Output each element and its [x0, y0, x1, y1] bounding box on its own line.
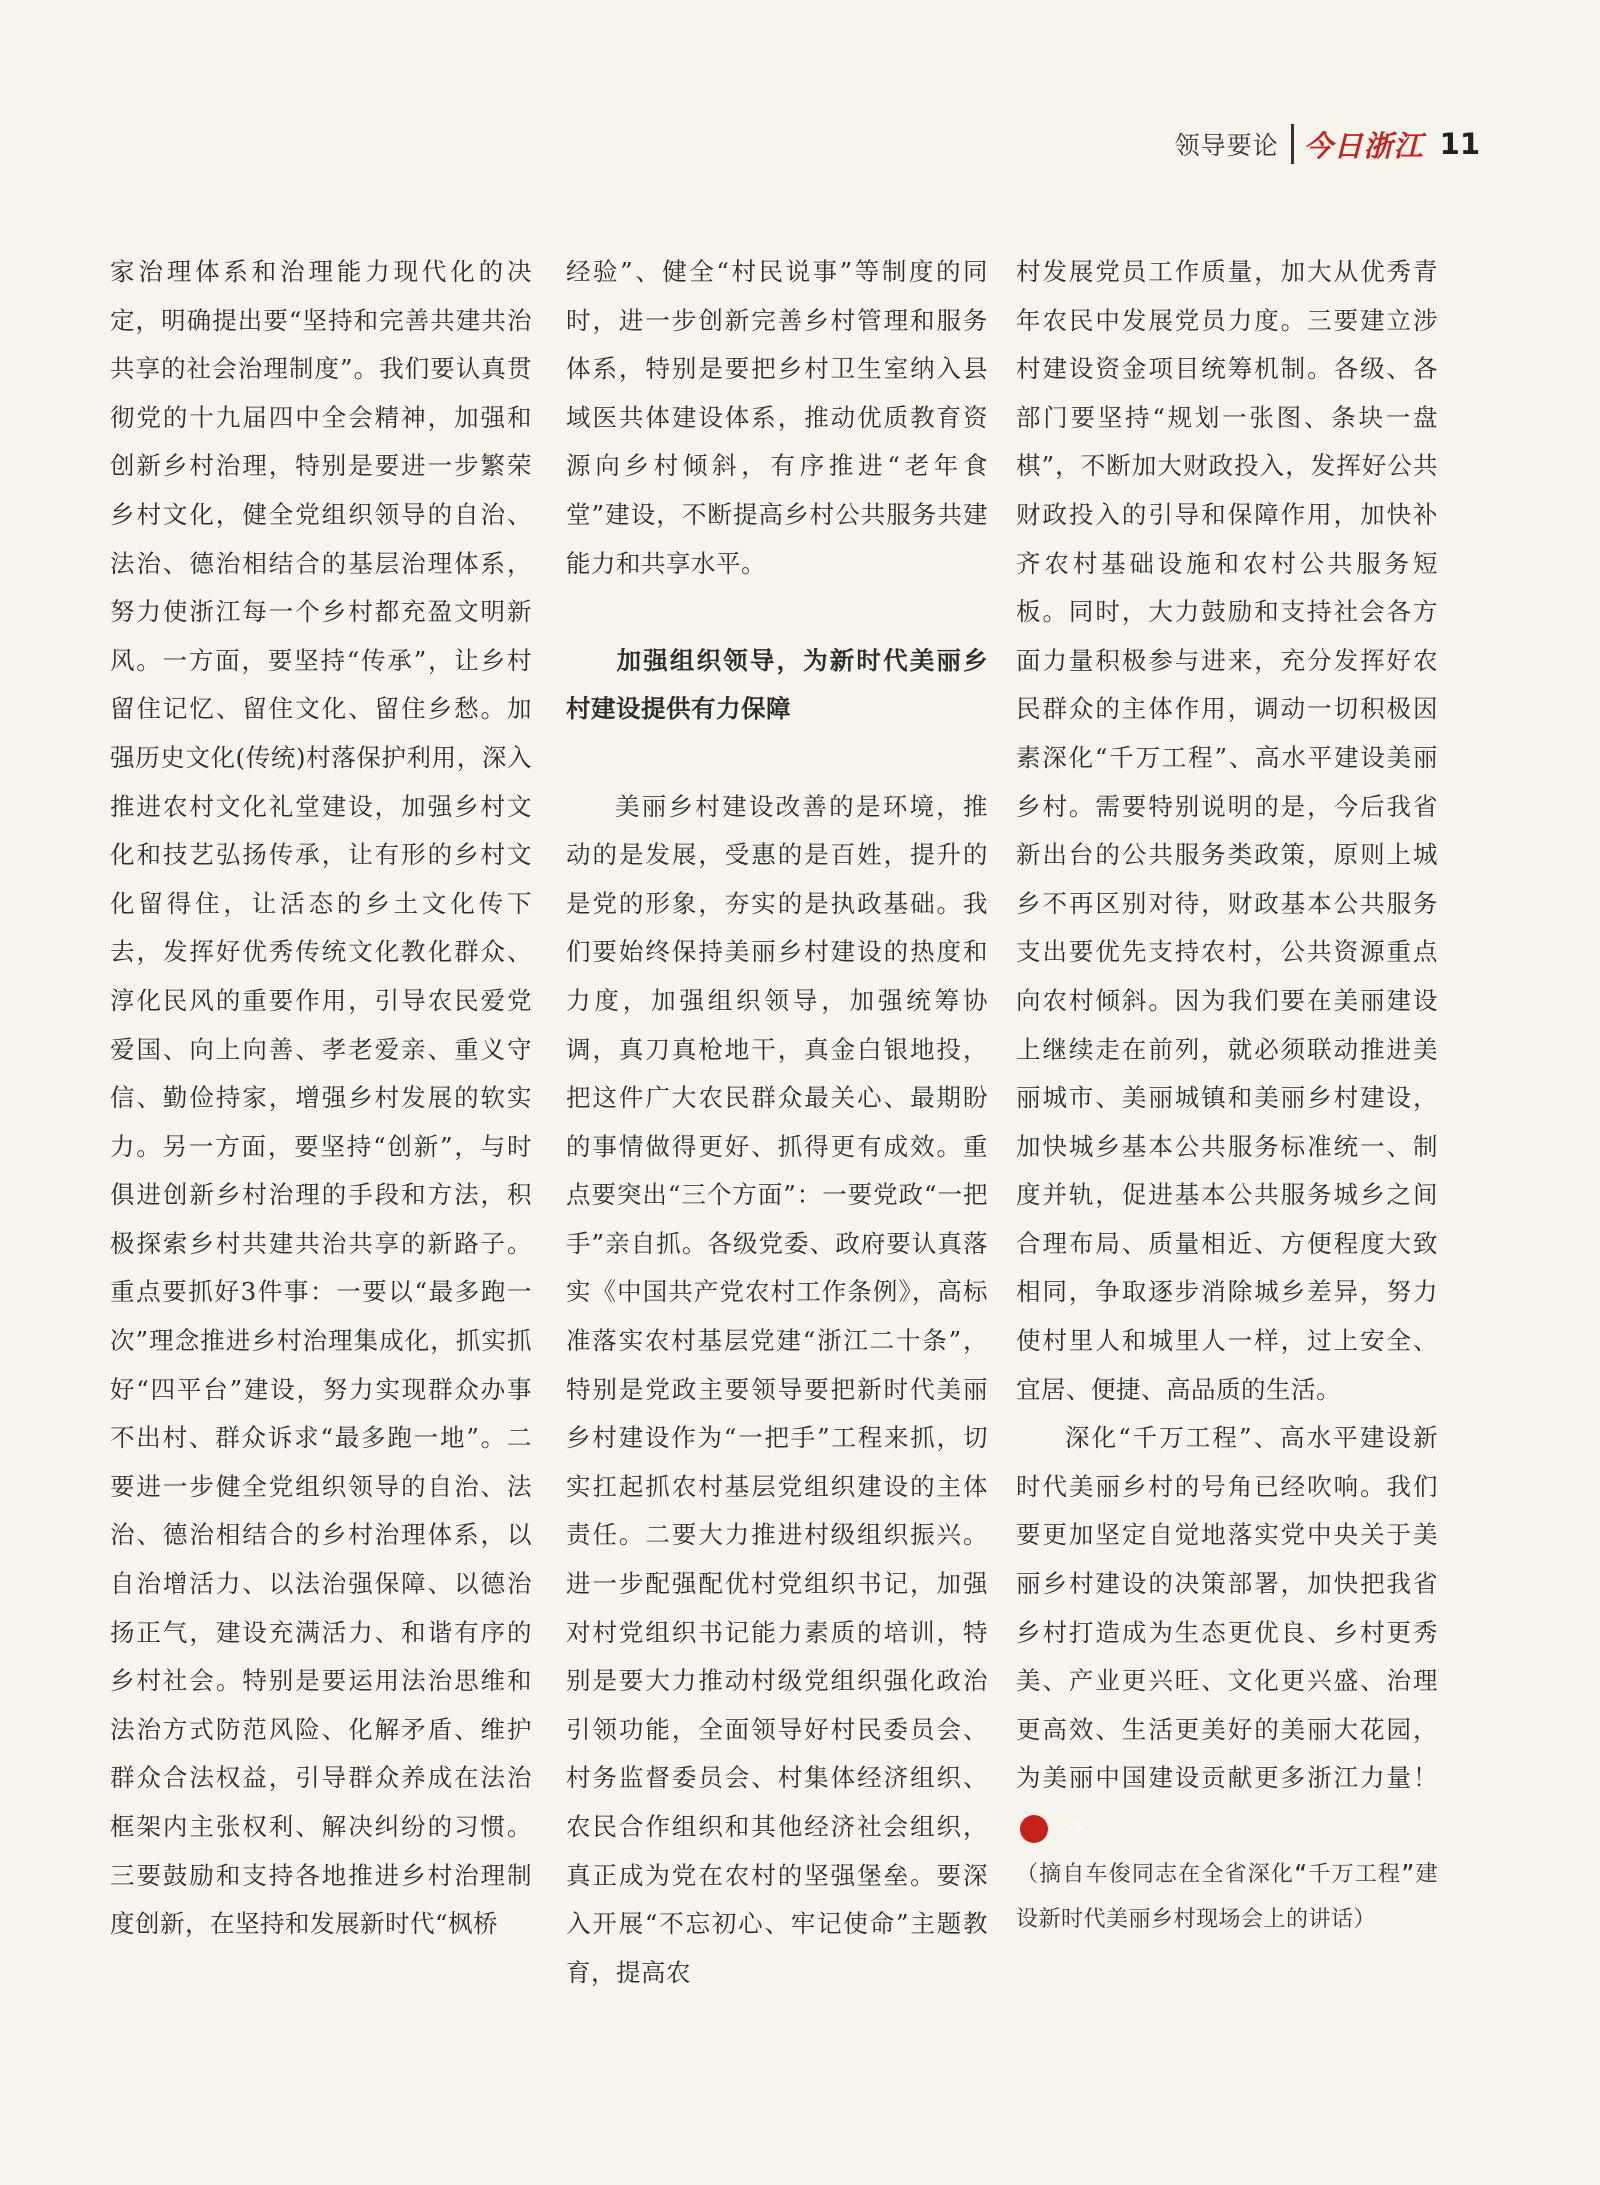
closing-paragraph-text: 深化“千万工程”、高水平建设新时代美丽乡村的号角已经吹响。我们要更加坚定自觉地落实党中央关于美丽乡村建设的决策部署，加快把我省乡村打造成为生态更优良、乡村更秀美、产业更兴旺、文化更兴盛、治理更高效、生活更美好的美丽大花园，为美丽中国建设贡献更多浙江力量！ [1016, 1423, 1438, 1793]
page-header [1175, 122, 1480, 166]
column-2-paragraph-2: 美丽乡村建设改善的是环境，推动的是发展，受惠的是百姓，提升的是党的形象，夯实的是执政基础。我们要始终保持美丽乡村建设的热度和力度，加强组织领导，加强统筹协调，真刀真枪地干，真金白银地投，把这件广大农民群众最关心、最期盼的事情做得更好、抓得更有成效。重点要突出“三个方面”：一要党政“一把手”亲自抓。各级党委、政府要认真落实《中国共产党农村工作条例》，高标准落实农村基层党建“浙江二十条”，特别是党政主要领导要把新时代美丽乡村建设作为“一把手”工程来抓，切实扛起抓农村基层党组织建设的主体责任。二要大力推进村级组织振兴。进一步配强配优村党组织书记，加强对村党组织书记能力素质的培训，特别是要大力推动村级党组织强化政治引领功能，全面领导好村民委员会、村务监督委员会、村集体经济组织、农民合作组织和其他经济社会组织，真正成为党在农村的坚强堡垒。要深入开展“不忘初心、牢记使命”主题教育，提高农 [566, 791, 988, 1987]
section-label: 领导要论 [1174, 131, 1279, 160]
magazine-logo: 今日浙江 [1303, 128, 1424, 163]
column-3 [1016, 248, 1438, 1942]
end-mark-icon: 今 [1020, 1815, 1048, 1843]
page-number: 11 [1439, 127, 1480, 161]
section-heading-text: 加强组织领导，为新时代美丽乡村建设提供有力保障 [566, 645, 988, 724]
section-heading [566, 637, 988, 734]
source-note: （摘自车俊同志在全省深化“千万工程”建设新时代美丽乡村现场会上的讲话） [1016, 1861, 1438, 1932]
header-divider [1291, 124, 1294, 164]
column-2 [566, 248, 988, 1997]
column-3-paragraph-1: 村发展党员工作质量，加大从优秀青年农民中发展党员力度。三要建立涉村建设资金项目统筹机制。各级、各部门要坚持“规划一张图、条块一盘棋”，不断加大财政投入，发挥好公共财政投入的引导和保障作用，加快补齐农村基础设施和农村公共服务短板。同时，大力鼓励和支持社会各方面力量积极参与进来，充分发挥好农民群众的主体作用，调动一切积极因素深化“千万工程”、高水平建设美丽乡村。需要特别说明的是，今后我省新出台的公共服务类政策，原则上城乡不再区别对待，财政基本公共服务支出要优先支持农村，公共资源重点向农村倾斜。因为我们要在美丽建设上继续走在前列，就必须联动推进美丽城市、美丽城镇和美丽乡村建设，加快城乡基本公共服务标准统一、制度并轨，促进基本公共服务城乡之间合理布局、质量相近、方便程度大致相同，争取逐步消除城乡差异，努力使村里人和城里人一样，过上安全、宜居、便捷、高品质的生活。 [1016, 257, 1438, 1404]
column-1-paragraph: 家治理体系和治理能力现代化的决定，明确提出要“坚持和完善共建共治共享的社会治理制度”。我们要认真贯彻党的十九届四中全会精神，加强和创新乡村治理，特别是要进一步繁荣乡村文化，健全党组织领导的自治、法治、德治相结合的基层治理体系，努力使浙江每一个乡村都充盈文明新风。一方面，要坚持“传承”，让乡村留住记忆、留住文化、留住乡愁。加强历史文化(传统)村落保护利用，深入推进农村文化礼堂建设，加强乡村文化和技艺弘扬传承，让有形的乡村文化留得住，让活态的乡土文化传下去，发挥好优秀传统文化教化群众、淳化民风的重要作用，引导农民爱党爱国、向上向善、孝老爱亲、重义守信、勤俭持家，增强乡村发展的软实力。另一方面，要坚持“创新”，与时俱进创新乡村治理的手段和方法，积极探索乡村共建共治共享的新路子。重点要抓好3件事：一要以“最多跑一次”理念推进乡村治理集成化，抓实抓好“四平台”建设，努力实现群众办事不出村、群众诉求“最多跑一地”。二要进一步健全党组织领导的自治、法治、德治相结合的乡村治理体系，以自治增活力、以法治强保障、以德治扬正气，建设充满活力、和谐有序的乡村社会。特别是要运用法治思维和法治方式防范风险、化解矛盾、维护群众合法权益，引导群众养成在法治框架内主张权利、解决纠纷的习惯。三要鼓励和支持各地推进乡村治理制度创新，在坚持和发展新时代“枫桥 [110, 257, 532, 1939]
column-1 [110, 248, 532, 1949]
column-2-paragraph-1: 经验”、健全“村民说事”等制度的同时，进一步创新完善乡村管理和服务体系，特别是要把乡村卫生室纳入县域医共体建设体系，推动优质教育资源向乡村倾斜，有序推进“老年食堂”建设，不断提高乡村公共服务共建能力和共享水平。 [566, 257, 988, 578]
column-3-paragraph-2 [1016, 1414, 1438, 1851]
